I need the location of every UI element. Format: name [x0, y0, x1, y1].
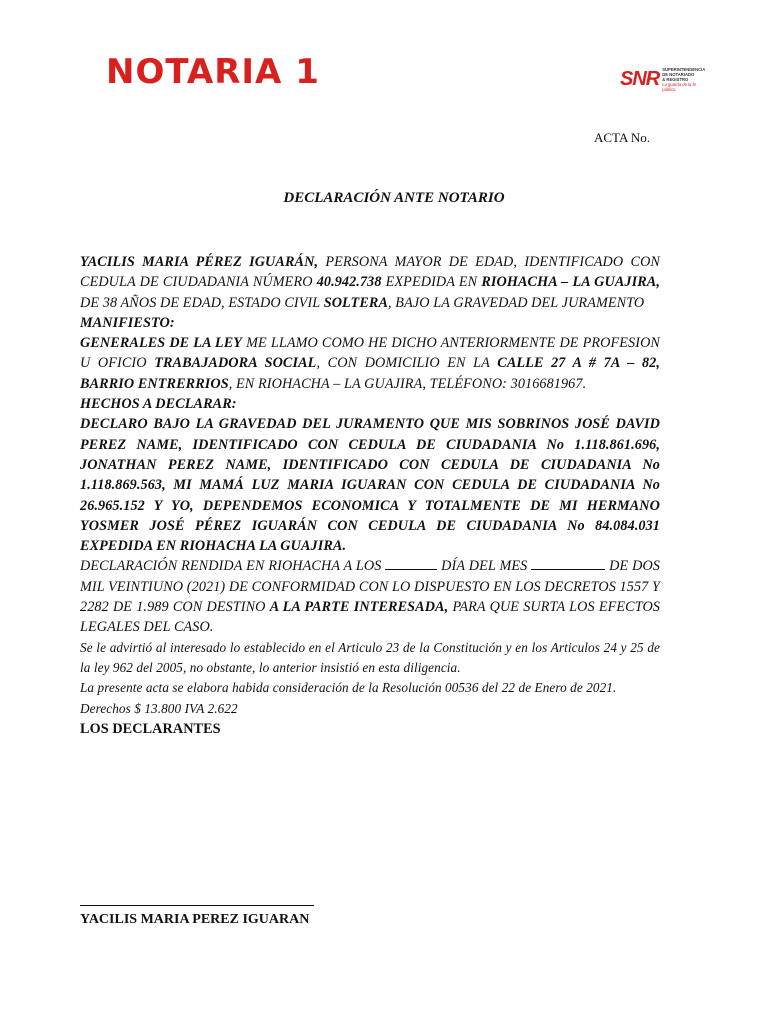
- manifiesto-label: MANIFIESTO:: [80, 314, 175, 331]
- p1-text-3: DE 38 AÑOS DE EDAD, ESTADO CIVIL: [80, 294, 324, 311]
- month-blank: [531, 557, 605, 570]
- snr-logo: [620, 64, 710, 94]
- logo-line-1: SUPERINTENDENCIA: [662, 66, 706, 72]
- p4-text-4: PARA QUE SURTA LOS EFECTOS LEGALES DEL CASO.: [80, 599, 661, 636]
- p4-text-2: DÍA DEL MES: [437, 558, 532, 575]
- logo-line-3: & REGISTRO: [662, 76, 689, 82]
- p2-text-1: ME LLAMO COMO HE DICHO ANTERIORMENTE DE PROFESION U OFICIO: [80, 335, 660, 372]
- generales-paragraph: [80, 333, 660, 394]
- signature-line: [80, 905, 314, 906]
- declarant-cedula: 40.942.738: [316, 274, 382, 291]
- derechos-line: Derechos $ 13.800 IVA 2.622: [80, 700, 238, 716]
- p1-text-4: , BAJO LA GRAVEDAD DEL JURAMENTO: [388, 294, 645, 311]
- address: CALLE 27 A # 7A – 82, BARRIO ENTRERRIOS: [80, 355, 661, 392]
- declarant-paragraph: [80, 252, 660, 313]
- document-title: DECLARACIÓN ANTE NOTARIO: [283, 190, 505, 206]
- signature-name: YACILIS MARIA PEREZ IGUARAN: [80, 912, 310, 927]
- declarant-civil-status: SOLTERA: [323, 294, 389, 311]
- rendida-paragraph: [80, 556, 660, 637]
- hechos-text: DECLARO BAJO LA GRAVEDAD DEL JURAMENTO QUE MIS SOBRINOS JOSÉ DAVID PEREZ NAME, IDENTIFICADO CON CEDULA DE CIUDADANIA No 1.118.861.696, JONATHAN PEREZ NAME, IDENTIFICADO CON CEDULA DE CIUDADANIA No 1.118.869.563, MI MAMÁ LUZ MARIA IGUARAN CON CEDULA DE CIUDADANIA No 26.965.152 Y YO, DEPENDEMOS ECONOMICA Y TOTALMENTE DE MI HERMANO YOSMER JOSÉ PÉREZ IGUARÁN CON CEDULA DE CIUDADANIA No 84.084.031 EXPEDIDA EN RIOHACHA LA GUAJIRA.: [80, 416, 660, 555]
- p1-text-2: EXPEDIDA EN: [381, 274, 482, 291]
- declarantes-heading: [80, 719, 660, 739]
- hechos-paragraph: [80, 414, 660, 556]
- snr-logo-mark: SNR: [620, 68, 660, 90]
- p2-text-3: , EN RIOHACHA – LA GUAJIRA, TELÉFONO: 3016681967.: [228, 375, 587, 392]
- day-blank: [385, 557, 437, 570]
- p4-text-3: DE DOS MIL VEINTIUNO (2021) DE CONFORMIDAD CON LO DISPUESTO EN LOS DECRETOS 1557 Y 2282 DE 1.989 CON DESTINO: [80, 558, 661, 616]
- notary-title: NOTARIA 1: [106, 52, 320, 92]
- manifiesto-heading: [80, 313, 660, 333]
- declarant-name: YACILIS MARIA PÉREZ IGUARÁN,: [80, 254, 319, 270]
- acta-number-label: ACTA No.: [594, 130, 651, 145]
- document-body: [80, 252, 660, 739]
- hechos-heading: [80, 394, 660, 414]
- hechos-label: HECHOS A DECLARAR:: [80, 396, 237, 413]
- p1-text-1: PERSONA MAYOR DE EDAD, IDENTIFICADO CON CEDULA DE CIUDADANIA NÚMERO: [80, 254, 660, 291]
- logo-tagline: La guarda de la fe pública: [662, 81, 696, 92]
- snr-logo-text: [662, 67, 710, 92]
- logo-line-2: DE NOTARIADO: [662, 71, 695, 77]
- generales-heading: GENERALES DE LA LEY: [80, 335, 243, 352]
- profession: TRABAJADORA SOCIAL: [154, 355, 317, 372]
- p2-text-2: , CON DOMICILIO EN LA: [316, 355, 498, 372]
- declarantes-label: LOS DECLARANTES: [80, 720, 221, 737]
- declarant-place: RIOHACHA – LA GUAJIRA,: [481, 274, 660, 291]
- resolucion-paragraph: La presente acta se elabora habida consideración de la Resolución 00536 del 22 de Enero de 2021.: [80, 680, 617, 696]
- advertencia-paragraph: Se le advirtió al interesado lo establecido en el Articulo 23 de la Constitución y en los Articulos 24 y 25 de la ley 962 del 2005, no obstante, lo anterior insistió en esta diligencia.: [80, 639, 660, 675]
- destination: A LA PARTE INTERESADA,: [269, 599, 449, 616]
- p4-text-1: DECLARACIÓN RENDIDA EN RIOHACHA A LOS: [80, 558, 386, 575]
